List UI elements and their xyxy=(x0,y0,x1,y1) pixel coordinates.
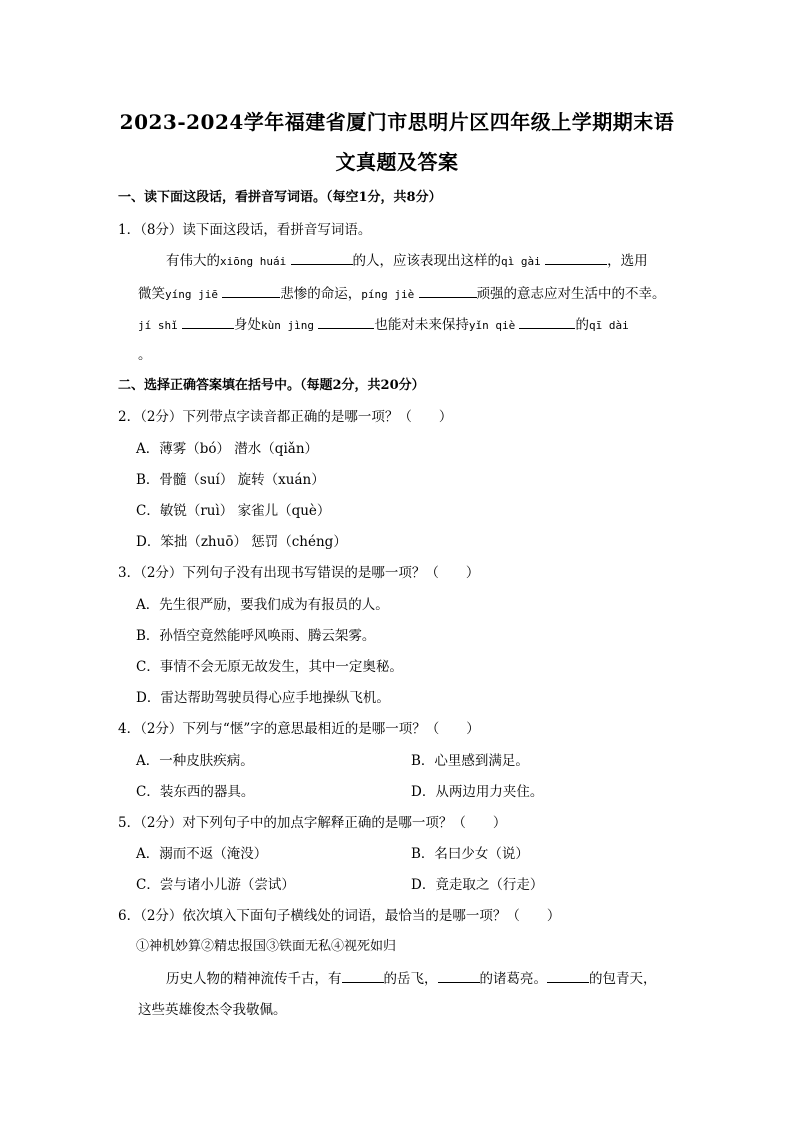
q6-blank-3[interactable] xyxy=(547,968,589,983)
q3-option-b[interactable]: B．孙悟空竟然能呼风唤雨、腾云架雾。 xyxy=(136,628,376,644)
page-title-line2: 文真题及答案 xyxy=(335,150,459,174)
q5-option-d[interactable]: D．竟走取之（行走） xyxy=(411,877,544,893)
pinyin-xiong-huai: xiōng huái xyxy=(220,255,287,268)
pinyin-yin-qie: yǐn qiè xyxy=(468,319,516,332)
q4-option-b[interactable]: B．心里感到满足。 xyxy=(411,753,529,769)
answer-blank-1[interactable] xyxy=(291,250,353,265)
q5-option-c[interactable]: C．尝与诸小儿游（尝试） xyxy=(136,877,295,893)
q3-option-d[interactable]: D．雷达帮助驾驶员得心应手地操纵飞机。 xyxy=(136,690,390,706)
answer-blank-2[interactable] xyxy=(545,250,607,265)
pinyin-ping-jie: píng jiè xyxy=(361,288,415,301)
q1-paragraph-line4: 。 xyxy=(138,347,152,363)
q2-option-a[interactable]: A．薄雾（bó） 潜水（qiǎn） xyxy=(136,441,319,457)
q3-option-a[interactable]: A．先生很严励，要我们成为有报员的人。 xyxy=(136,597,389,613)
q1-paragraph-line2: 微笑yíng jiē 悲惨的命运，píng jiè 顽强的意志应对生活中的不幸。 xyxy=(138,282,666,302)
q6-paragraph-line2: 这些英雄俊杰令我敬佩。 xyxy=(138,1002,287,1018)
section2-heading: 二、选择正确答案填在括号中。（每题2分，共20分） xyxy=(118,378,425,393)
q6-choices: ①神机妙算②精忠报国③铁面无私④视死如归 xyxy=(136,939,397,954)
pinyin-ji-shi: jí shǐ xyxy=(138,319,178,332)
answer-blank-4[interactable] xyxy=(419,283,477,298)
pinyin-kun-jing: kùn jìng xyxy=(261,319,315,332)
pinyin-qi-gai: qì gài xyxy=(501,255,541,268)
q6-stem: 6．（2分）依次填入下面句子横线处的词语，最恰当的是哪一项？（ ） xyxy=(118,908,561,924)
q4-option-a[interactable]: A．一种皮肤疾病。 xyxy=(136,753,254,769)
pinyin-ying-jie: yíng jiē xyxy=(165,288,218,301)
q5-stem: 5．（2分）对下列句子中的加点字解释正确的是哪一项？（ ） xyxy=(118,815,507,831)
answer-blank-7[interactable] xyxy=(519,314,575,329)
q1-paragraph-line1: 有伟大的xiōng huái 的人，应该表现出这样的qì gài ，选用 xyxy=(166,249,648,269)
q4-stem: 4．（2分）下列与“惬”字的意思最相近的是哪一项？（ ） xyxy=(118,721,480,737)
q2-option-b[interactable]: B．骨髓（suí） 旋转（xuán） xyxy=(136,472,325,488)
q5-option-a[interactable]: A．溺而不返（淹没） xyxy=(136,846,268,862)
q3-stem: 3．（2分）下列句子没有出现书写错误的是哪一项？（ ） xyxy=(118,565,480,581)
q6-paragraph-line1: 历史人物的精神流传千古，有 的岳飞， 的诸葛亮。 的包青天， xyxy=(166,967,657,987)
q1-paragraph-line3: jí shǐ 身处kùn jìng 也能对未来保持yǐn qiè 的qī dài xyxy=(138,313,629,333)
q2-stem: 2．（2分）下列带点字读音都正确的是哪一项？（ ） xyxy=(118,409,453,425)
q2-option-c[interactable]: C．敏锐（ruì） 家雀儿（què） xyxy=(136,503,331,519)
q6-blank-1[interactable] xyxy=(342,968,384,983)
section1-heading: 一、读下面这段话，看拼音写词语。（每空1分，共8分） xyxy=(118,190,442,205)
q5-option-b[interactable]: B．名曰少女（说） xyxy=(411,846,529,862)
q4-option-c[interactable]: C．装东西的器具。 xyxy=(136,784,255,800)
q3-option-c[interactable]: C．事情不会无原无故发生，其中一定奥秘。 xyxy=(136,659,403,675)
page-title-line1: 2023-2024学年福建省厦门市思明片区四年级上学期期末语 xyxy=(119,110,675,134)
answer-blank-5[interactable] xyxy=(182,314,234,329)
q4-option-d[interactable]: D．从两边用力夹住。 xyxy=(411,784,544,800)
q6-blank-2[interactable] xyxy=(438,968,480,983)
answer-blank-6[interactable] xyxy=(318,314,374,329)
pinyin-qi-dai: qī dài xyxy=(588,319,629,332)
q2-option-d[interactable]: D．笨拙（zhuō） 惩罚（chéng） xyxy=(136,534,347,550)
q1-stem: 1．（8分）读下面这段话，看拼音写词语。 xyxy=(118,222,372,238)
answer-blank-3[interactable] xyxy=(222,283,280,298)
